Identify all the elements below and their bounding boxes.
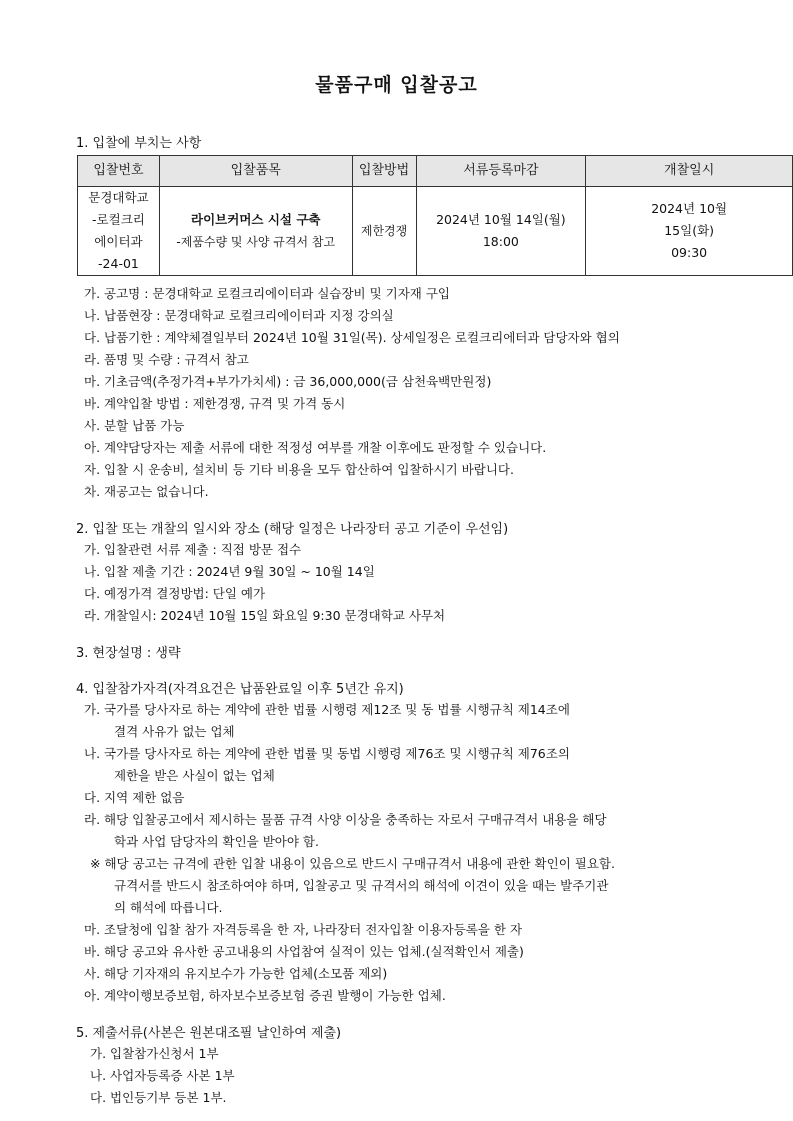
section4-heading: 4. 입찰참가자격(자격요건은 납품완료일 이후 5년간 유지): [76, 682, 404, 697]
section1-item: 자. 입찰 시 운송비, 설치비 등 기타 비용을 모두 합산하여 입찰하시기 바랍니다.: [84, 462, 514, 477]
section1-item: 라. 품명 및 수량 : 규격서 참고: [84, 352, 249, 367]
opening-line: 09:30: [671, 245, 708, 260]
section4-line: 규격서를 반드시 참조하여야 하며, 입찰공고 및 규격서의 해석에 이견이 있을 때는 발주기관: [114, 878, 609, 893]
section4-line: 제한을 받은 사실이 없는 업체: [114, 768, 275, 783]
header-bid-item: 입찰품목: [159, 156, 352, 187]
section5-heading: 5. 제출서류(사본은 원본대조필 날인하여 제출): [76, 1026, 342, 1041]
section4-line: 나. 국가를 당사자로 하는 계약에 관한 법률 및 동법 시행령 제76조 및 시행규칙 제76조의: [84, 746, 570, 761]
opening-line: 15일(화): [664, 223, 715, 238]
section4-line: 사. 해당 기자재의 유지보수가 가능한 업체(소모품 제외): [84, 966, 388, 981]
section1-heading: 1. 입찰에 부치는 사항: [76, 136, 202, 151]
section5-item: 다. 법인등기부 등본 1부.: [90, 1090, 227, 1105]
bid-item-note: -제품수량 및 사양 규격서 참고: [176, 235, 336, 249]
table-row: [78, 187, 793, 276]
cell-bid-item: [159, 187, 352, 276]
bid-number-line: 에이터과: [94, 234, 143, 249]
bid-number-line: 문경대학교: [88, 190, 149, 205]
section1-item: 가. 공고명 : 문경대학교 로컬크리에이터과 실습장비 및 기자재 구입: [84, 286, 450, 301]
section2-item: 라. 개찰일시: 2024년 10월 15일 화요일 9:30 문경대학교 사무처: [84, 608, 446, 623]
cell-bid-method: 제한경쟁: [352, 187, 416, 276]
section4-note: ※ 해당 공고는 규격에 관한 입찰 내용이 있음으로 반드시 구매규격서 내용에 관한 확인이 필요함.: [90, 856, 615, 871]
cell-doc-deadline: [416, 187, 586, 276]
section4-line: 라. 해당 입찰공고에서 제시하는 물품 규격 사양 이상을 충족하는 자로서 구매규격서 내용을 해당: [84, 812, 607, 827]
deadline-line: 2024년 10월 14일(월): [436, 212, 566, 227]
section4-line: 아. 계약이행보증보험, 하자보수보증보험 증권 발행이 가능한 업체.: [84, 988, 446, 1003]
bid-table: [77, 155, 793, 276]
section2-item: 다. 예정가격 결정방법: 단일 예가: [84, 586, 266, 601]
section4-line: 의 해석에 따릅니다.: [114, 900, 223, 915]
opening-line: 2024년 10월: [651, 201, 728, 216]
section2-item: 나. 입찰 제출 기간 : 2024년 9월 30일 ~ 10월 14일: [84, 564, 375, 579]
bid-number-line: -24-01: [98, 256, 139, 271]
section2-heading: 2. 입찰 또는 개찰의 일시와 장소 (해당 일정은 나라장터 공고 기준이 우선임): [76, 522, 509, 537]
section1-item: 차. 재공고는 없습니다.: [84, 484, 209, 499]
section1-item: 다. 납품기한 : 계약체결일부터 2024년 10월 31일(목). 상세일정은 로컬크리에터과 담당자와 협의: [84, 330, 620, 345]
section1-item: 사. 분할 납품 가능: [84, 418, 185, 433]
header-opening-date: 개찰일시: [586, 156, 793, 187]
section3-heading: 3. 현장설명 : 생략: [76, 646, 181, 661]
section1-item: 아. 계약담당자는 제출 서류에 대한 적정성 여부를 개찰 이후에도 판정할 수 있습니다.: [84, 440, 547, 455]
bid-number-line: -로컬크리: [92, 212, 145, 227]
section4-line: 결격 사유가 없는 업체: [114, 724, 235, 739]
section4-line: 바. 해당 공고와 유사한 공고내용의 사업참여 실적이 있는 업체.(실적확인서 제출): [84, 944, 524, 959]
deadline-line: 18:00: [482, 234, 519, 249]
section5-item: 가. 입찰참가신청서 1부: [90, 1046, 219, 1061]
cell-opening-date: [586, 187, 793, 276]
section5-item: 나. 사업자등록증 사본 1부: [90, 1068, 235, 1083]
page-title: 물품구매 입찰공고: [315, 74, 478, 96]
header-bid-number: 입찰번호: [78, 156, 160, 187]
section1-item: 나. 납품현장 : 문경대학교 로컬크리에이터과 지정 강의실: [84, 308, 394, 323]
section4-line: 가. 국가를 당사자로 하는 계약에 관한 법률 시행령 제12조 및 동 법률 시행규칙 제14조에: [84, 702, 570, 717]
cell-bid-number: [78, 187, 160, 276]
section2-item: 가. 입찰관련 서류 제출 : 직접 방문 접수: [84, 542, 302, 557]
section4-line: 마. 조달청에 입찰 참가 자격등록을 한 자, 나라장터 전자입찰 이용자등록을 한 자: [84, 922, 523, 937]
header-doc-deadline: 서류등록마감: [416, 156, 586, 187]
table-header-row: [78, 156, 793, 187]
section4-line: 학과 사업 담당자의 확인을 받아야 함.: [114, 834, 319, 849]
bid-item-name: 라이브커머스 시설 구축: [191, 212, 321, 227]
section1-item: 바. 계약입찰 방법 : 제한경쟁, 규격 및 가격 동시: [84, 396, 346, 411]
header-bid-method: 입찰방법: [352, 156, 416, 187]
section4-line: 다. 지역 제한 없음: [84, 790, 185, 805]
section1-item: 마. 기초금액(추정가격+부가가치세) : 금 36,000,000(금 삼천육백만원정): [84, 374, 492, 389]
